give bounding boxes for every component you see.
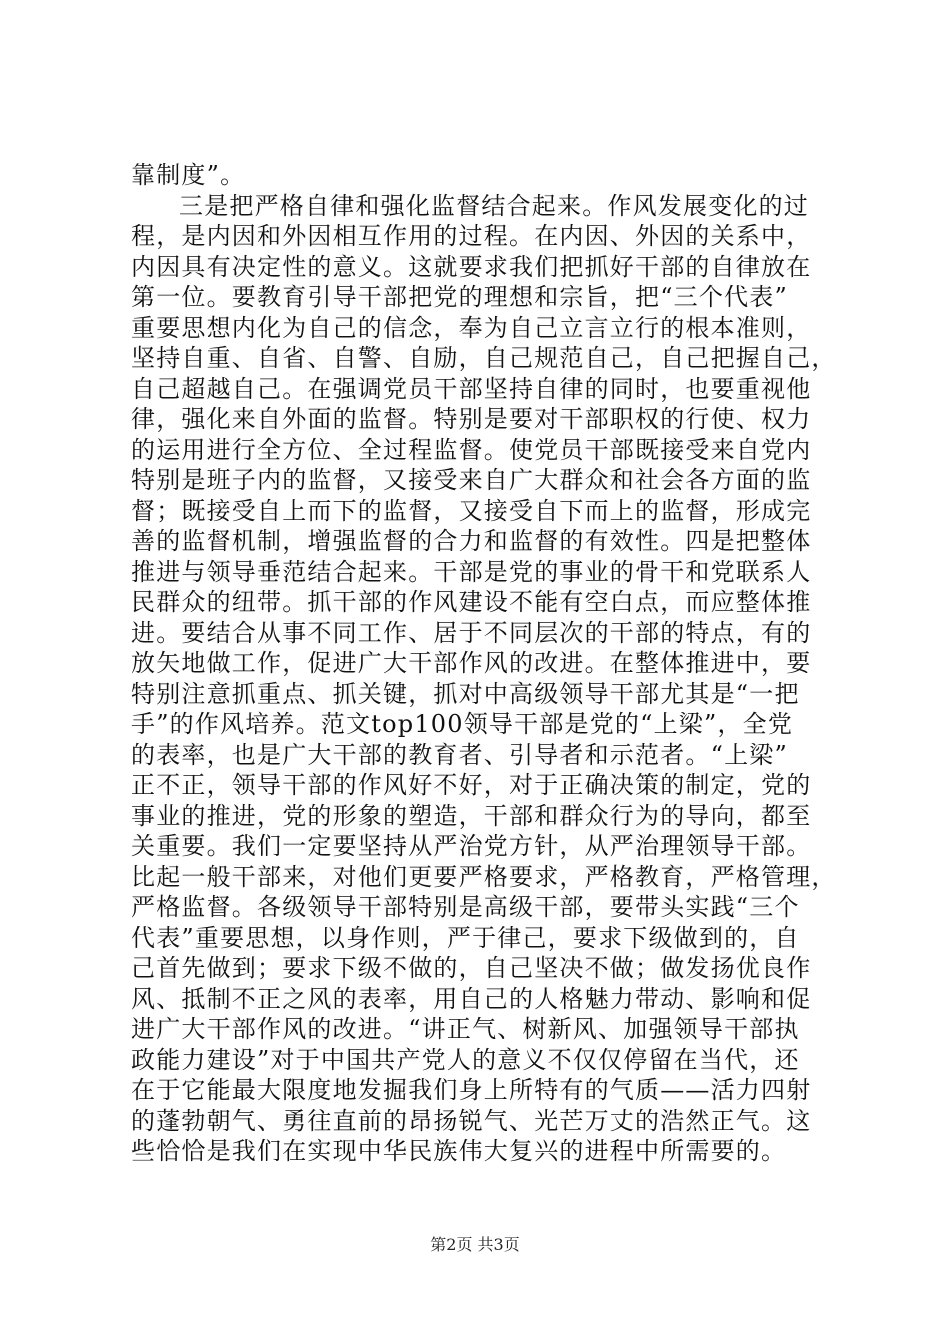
text-line: 进广大干部作风的改进。“讲正气、树新风、加强领导干部执 (131, 1015, 800, 1043)
text-line: 的运用进行全方位、全过程监督。使党员干部既接受来自党内 (131, 435, 812, 464)
text-line: 风、抵制不正之风的表率，用自己的人格魅力带动、影响和促 (131, 984, 812, 1013)
document-body (131, 160, 837, 1167)
text-line: 政能力建设”对于中国共产党人的意义不仅仅停留在当代，还 (131, 1045, 800, 1074)
text-line: 事业的推进，党的形象的塑造，干部和群众行为的导向，都至 (131, 801, 812, 830)
text-line: 代表”重要思想，以身作则，严于律己，要求下级做到的，自 (131, 923, 800, 952)
text-line: 的表率，也是广大干部的教育者、引导者和示范者。“上梁” (131, 740, 788, 769)
text-line: 律，强化来自外面的监督。特别是要对干部职权的行使、权力 (131, 405, 812, 433)
text-line: 推进与领导垂范结合起来。干部是党的事业的骨干和党联系人 (131, 557, 812, 586)
text-line: 第一位。要教育引导干部把党的理想和宗旨，把“三个代表” (131, 283, 788, 311)
text-line: 己首先做到；要求下级不做的，自己坚决不做；做发扬优良作 (131, 954, 812, 982)
page-number-footer: 第2页 共3页 (430, 1235, 520, 1254)
text-line: 放矢地做工作，促进广大干部作风的改进。在整体推进中，要 (131, 649, 812, 677)
text-line: 重要思想内化为自己的信念，奉为自己立言立行的根本准则， (131, 313, 812, 342)
text-line: 进。要结合从事不同工作、居于不同层次的干部的特点，有的 (131, 618, 812, 647)
text-line: 在于它能最大限度地发掘我们身上所特有的气质——活力四射 (131, 1076, 812, 1104)
text-line: 善的监督机制，增强监督的合力和监督的有效性。四是把整体 (131, 527, 812, 555)
text-line: 督；既接受自上而下的监督，又接受自下而上的监督，形成完 (131, 496, 812, 525)
text-line: 民群众的纽带。抓干部的作风建设不能有空白点，而应整体推 (131, 588, 812, 616)
text-line: 些恰恰是我们在实现中华民族伟大复兴的进程中所需要的。 (131, 1137, 787, 1165)
text-line: 特别注意抓重点、抓关键，抓对中高级领导干部尤其是“一把 (131, 679, 800, 708)
text-line: 关重要。我们一定要坚持从严治党方针，从严治理领导干部。 (131, 832, 812, 860)
text-line: 自己超越自己。在强调党员干部坚持自律的同时，也要重视他 (131, 374, 812, 403)
text-line: 严格监督。各级领导干部特别是高级干部，要带头实践“三个 (131, 893, 800, 921)
text-line: 手”的作风培养。范文top100领导干部是党的“上梁”，全党 (131, 710, 794, 738)
text-line: 的蓬勃朝气、勇往直前的昂扬锐气、光芒万丈的浩然正气。这 (131, 1106, 812, 1135)
text-line: 坚持自重、自省、自警、自励，自己规范自己，自己把握自己， (131, 344, 837, 372)
text-line: 比起一般干部来，对他们更要严格要求，严格教育，严格管理， (131, 862, 837, 891)
text-line: 靠制度”。 (131, 161, 246, 189)
text-line: 特别是班子内的监督，又接受来自广大群众和社会各方面的监 (131, 466, 812, 494)
text-line: 内因具有决定性的意义。这就要求我们把抓好干部的自律放在 (131, 252, 812, 281)
paragraph-first-line: 三是把严格自律和强化监督结合起来。作风发展变化的过 (179, 191, 809, 220)
text-line: 程，是内因和外因相互作用的过程。在内因、外因的关系中， (131, 222, 812, 250)
text-line: 正不正，领导干部的作风好不好，对于正确决策的制定，党的 (131, 771, 812, 799)
